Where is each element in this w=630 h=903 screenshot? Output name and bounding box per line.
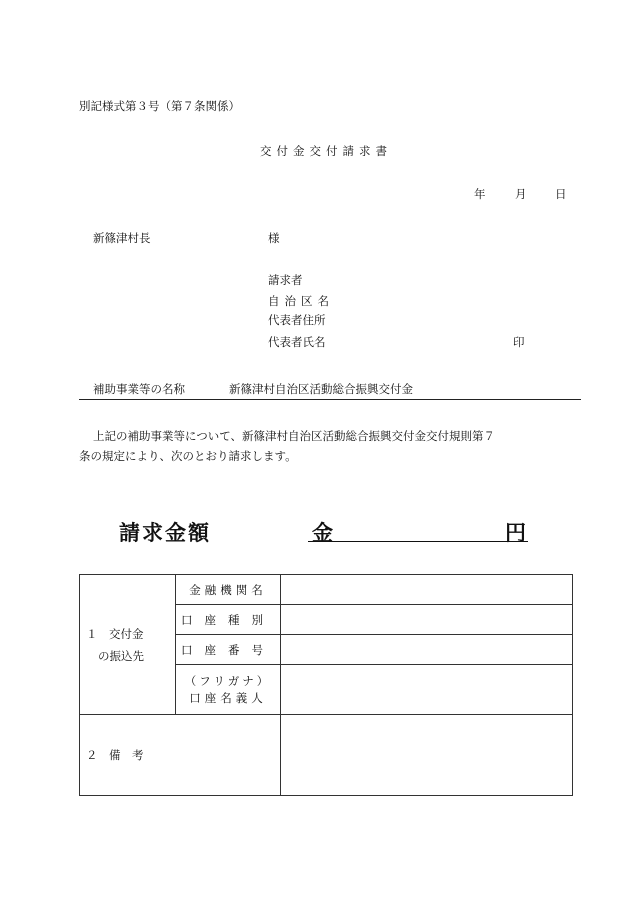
seal-mark: 印	[513, 335, 525, 349]
transfer-label-line-2: の振込先	[98, 648, 144, 663]
body-text-line-1: 上記の補助事業等について、新篠津村自治区活動総合振興交付金交付規則第７	[93, 429, 496, 443]
account-number-field[interactable]	[281, 635, 573, 665]
account-type-field[interactable]	[281, 605, 573, 635]
purpose-label: 補助事業等の名称	[93, 382, 185, 396]
body-text-line-2: 条の規定により、次のとおり請求します。	[79, 449, 297, 463]
account-number-label: 口座番号	[176, 635, 281, 665]
account-type-label: 口座種別	[176, 605, 281, 635]
bank-name-label: 金融機関名	[176, 575, 281, 605]
amount-underline	[308, 541, 528, 542]
purpose-value: 新篠津村自治区活動総合振興交付金	[229, 382, 413, 396]
district-label: 自治区名	[268, 294, 334, 308]
remarks-label: ２ 備 考	[80, 715, 281, 796]
transfer-destination-cell	[80, 575, 176, 715]
amount-unit: 円	[505, 521, 528, 545]
remarks-field[interactable]	[281, 715, 573, 796]
bank-name-field[interactable]	[281, 575, 573, 605]
amount-prefix: 金	[312, 521, 335, 545]
account-holder-label: 口座名義人	[189, 690, 267, 705]
date-day-label: 日	[555, 187, 567, 201]
account-holder-kana-label: （フリガナ）	[184, 673, 272, 688]
transfer-label-line-1: １ 交付金	[86, 626, 144, 641]
form-number: 別記様式第３号（第７条関係）	[79, 99, 240, 113]
transfer-table	[79, 574, 573, 796]
addressee-name: 新篠津村長	[93, 231, 151, 245]
purpose-underline	[79, 399, 581, 400]
account-holder-label-cell	[176, 665, 281, 715]
amount-label: 請求金額	[119, 521, 211, 545]
document-title: 交付金交付請求書	[260, 144, 392, 158]
address-label: 代表者住所	[268, 313, 326, 327]
representative-name-label: 代表者氏名	[268, 335, 326, 349]
requester-heading: 請求者	[268, 273, 303, 287]
account-holder-field[interactable]	[281, 665, 573, 715]
date-month-label: 月	[515, 187, 527, 201]
addressee-honorific: 様	[268, 231, 280, 245]
date-year-label: 年	[474, 187, 486, 201]
